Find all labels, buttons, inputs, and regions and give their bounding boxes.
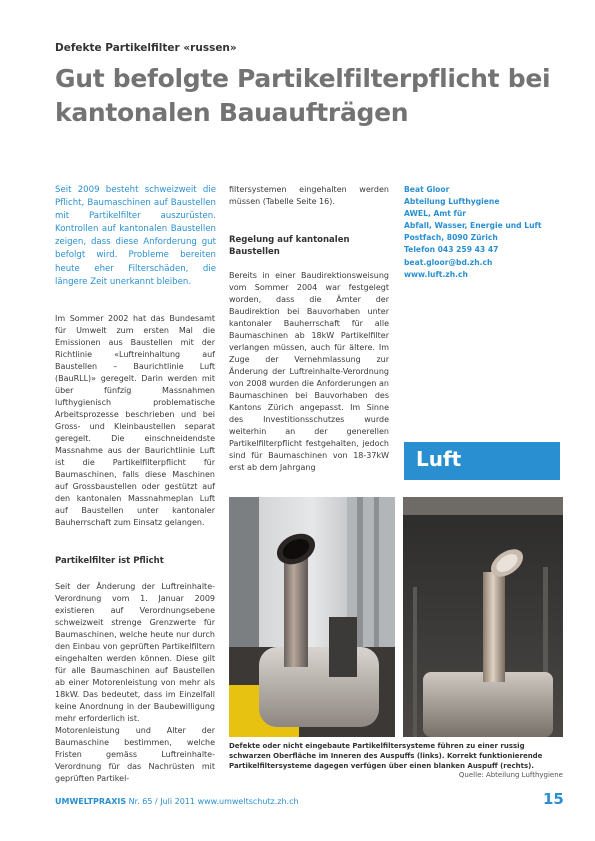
section-tag: Luft — [404, 442, 560, 480]
lead-paragraph: Seit 2009 besteht schweizweit die Pflicht, Baumaschinen auf Baustellen mit Partikelfilter auszurüsten. Kontrollen auf kantonalen Baustellen zeigen, dass diese Anforderung gut befolgt wird. Probleme bereiten heute eher Filterschäden, die längere Zeit unerkannt bleiben. — [55, 185, 216, 287]
col1-paragraph-2: Seit der Änderung der Luftreinhalte-Verordnung vom 1. Januar 2009 existieren auf Verordnungsebene schweizweit strenge Grenzwerte für Baumaschinen, welche heute nur durch den Einbau von geprüften Partikelfiltern eingehalten werden können. Diese gilt für alle Baumaschinen auf Baustellen ab einer Motorenleistung von mehr als 18kW. Das bedeutet, dass im Einzelfall keine Anordnung in der Baubewilligung mehr erforderlich ist. — [55, 582, 215, 723]
article-kicker: Defekte Partikelfilter «russen» — [55, 42, 237, 54]
col1-paragraph-3: Motorenleistung und Alter der Baumaschine bestimmen, welche Fristen gemäss Luftreinhalte-Verordnung für das Nachrüsten mit geprüften Partikel- — [55, 726, 215, 783]
title-line-1: Gut befolgte Partikelfilterpflicht bei — [55, 64, 551, 93]
contact-phone: Telefon 043 259 43 47 — [404, 245, 499, 255]
footer-brand: UMWELTPRAXIS — [55, 797, 127, 806]
page-number: 15 — [543, 790, 564, 808]
footer-issue: Nr. 65 / Juli 2011 — [128, 797, 196, 806]
title-line-2: kantonalen Bauaufträgen — [55, 98, 409, 127]
col2-paragraph-2: Bereits in einer Baudirektionsweisung vom Sommer 2004 war festgelegt worden, dass die Ämter der Baudirektion bei Bauvorhaben unter kantonaler Bauherrschaft für alle Baumaschinen ab 18kW Partikelfilter verlangen müssen, auch für ältere. Im Zuge der Vernehmlassung zur Änderung der Luftreinhalte-Verordnung von 2008 wurden die Anforderungen an Baumaschinen bei Bauvorhaben des Kantons Zürich angepasst. Im Sinne des Investitionsschutzes wurde weiterhin an der generellen Partikelfilterpflicht festgehalten, jedoch sind für Baumaschinen von 18-37kW erst ab dem Jahrgang — [229, 271, 389, 472]
photo-source: Quelle: Abteilung Lufthygiene — [458, 771, 563, 779]
column-1 — [55, 313, 215, 785]
col1-paragraph-1: Im Sommer 2002 hat das Bundesamt für Umwelt zum ersten Mal die Emissionen aus Baustellen mit der Richtlinie «Luftreinhaltung auf Baustellen – Baurichtlinie Luft (BauRLL)» geregelt. Darin werden mit über fünfzig Massnahmen lufthygienisch problematische Arbeitsprozesse beschrieben und bei Gross- und Kleinbaustellen separat geregelt. Die einschneidendste Massnahme aus der Baurichtlinie Luft ist die Partikelfilterpflicht für Baumaschinen, falls diese Maschinen auf Grossbaustellen oder gestützt auf den kantonalen Massnahmeplan Luft auf Baustellen unter kantonaler Bauherrschaft zum Einsatz gelangen. — [55, 314, 215, 527]
contact-email[interactable]: beat.gloor@bd.zh.ch — [404, 257, 493, 267]
col2-paragraph-1: filtersystemen eingehalten werden müssen (Tabelle Seite 16). — [229, 185, 389, 206]
photo-clean-exhaust-illustration — [403, 497, 563, 737]
photo-clean-exhaust — [403, 497, 563, 737]
col1-subhead: Partikelfilter ist Pflicht — [55, 556, 164, 566]
contact-address: Postfach, 8090 Zürich — [404, 233, 498, 243]
contact-website[interactable]: www.luft.zh.ch — [404, 269, 468, 279]
photo-caption: Defekte oder nicht eingebaute Partikelfiltersysteme führen zu einer russig schwarzen Oberfläche im Inneren des Auspuffs (links). Korrekt funktionierende Partikelfiltersysteme dagegen verfügen über einen blanken Auspuff (rechts). — [229, 742, 543, 770]
contact-name: Beat Gloor — [404, 185, 450, 194]
column-2 — [229, 184, 389, 474]
contact-office-2: Abfall, Wasser, Energie und Luft — [404, 221, 542, 231]
footer-url[interactable]: www.umweltschutz.zh.ch — [197, 797, 299, 806]
contact-department: Abteilung Lufthygiene — [404, 197, 500, 207]
col2-subhead — [229, 234, 389, 258]
col2-subhead-line-1: Regelung auf kantonalen — [229, 235, 350, 245]
author-contact — [404, 184, 554, 281]
contact-office: AWEL, Amt für — [404, 209, 466, 219]
photo-sooty-exhaust-illustration — [229, 497, 395, 737]
col2-subhead-line-2: Baustellen — [229, 247, 280, 257]
page-footer — [55, 797, 299, 806]
photo-sooty-exhaust — [229, 497, 395, 737]
article-title — [55, 62, 555, 130]
